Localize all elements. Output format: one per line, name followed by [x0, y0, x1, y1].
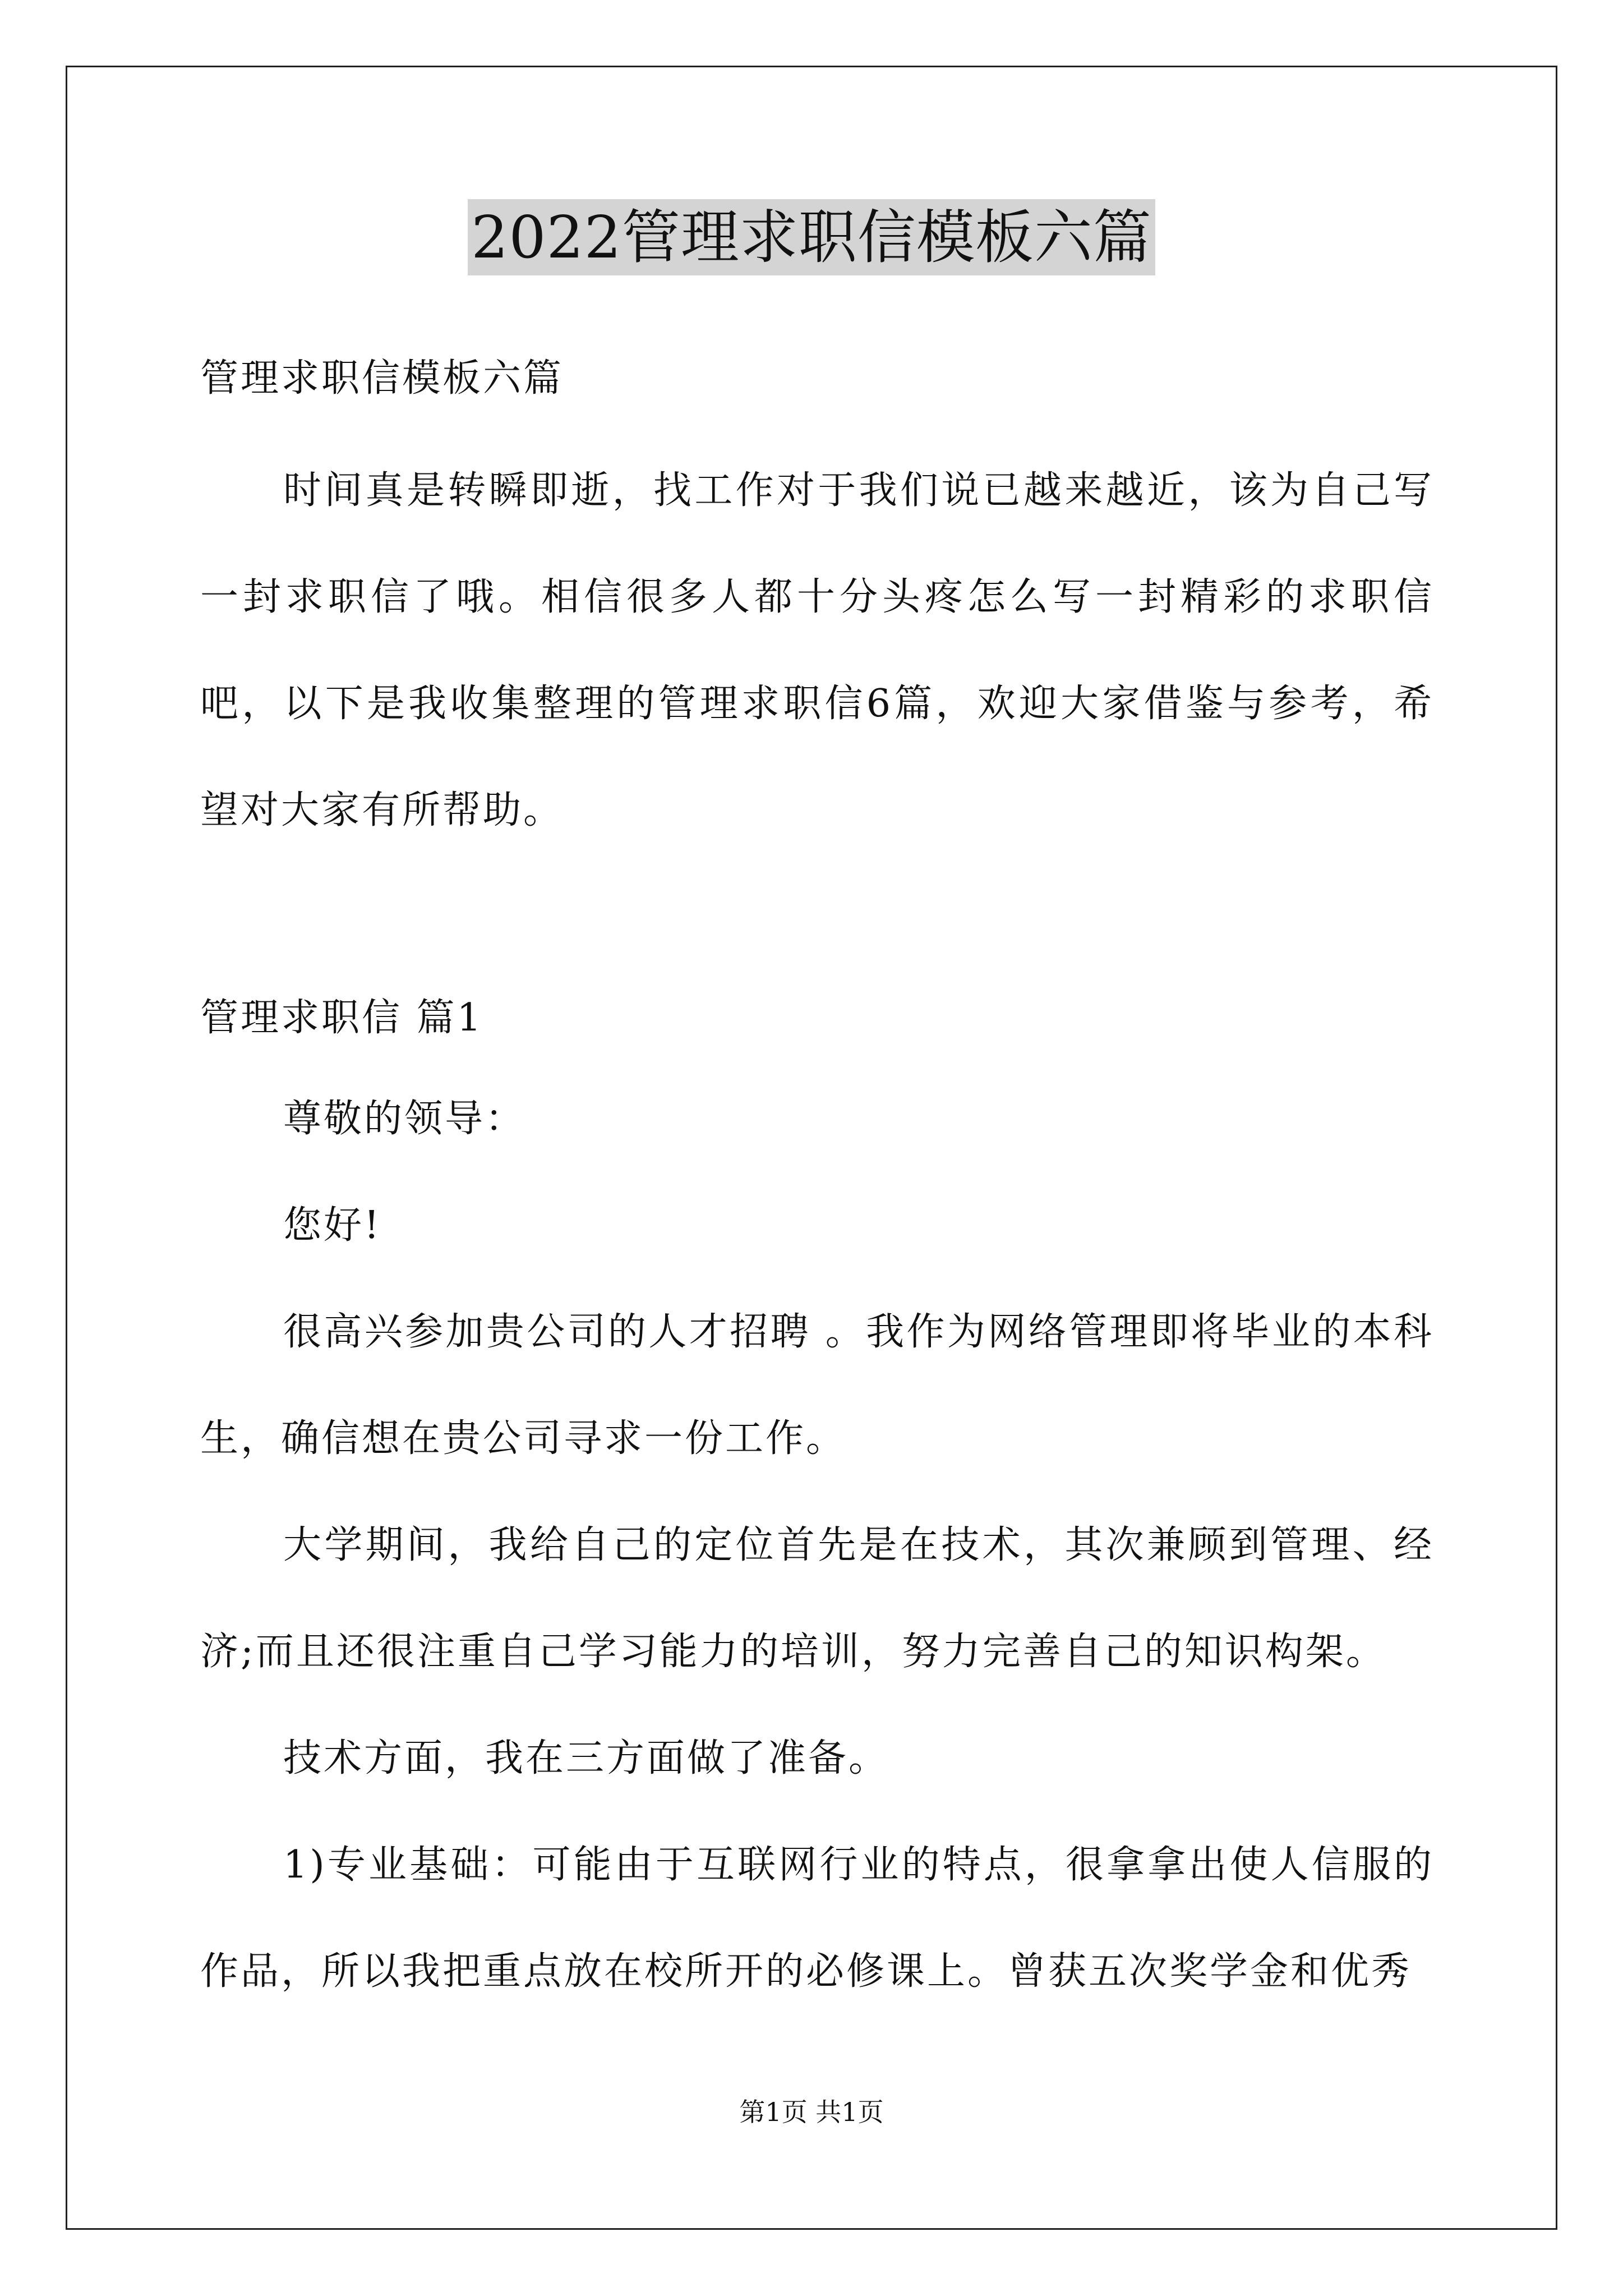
- intro-paragraph: 时间真是转瞬即逝，找工作对于我们说已越来越近，该为自己写一封求职信了哦。相信很多人都十分头疼怎么写一封精彩的求职信吧，以下是我收集整理的管理求职信6篇，欢迎大家借鉴与参考，希望对大家有所帮助。: [200, 468, 1434, 832]
- document-title: 2022管理求职信模板六篇: [468, 199, 1155, 275]
- body-paragraph-1: 很高兴参加贵公司的人才招聘 。我作为网络管理即将毕业的本科生，确信想在贵公司寻求一份工作。: [200, 1310, 1434, 1461]
- page-footer: 第1页 共1页: [739, 2097, 884, 2127]
- salutation: 尊敬的领导：: [283, 1097, 526, 1141]
- body-paragraph-2: 大学期间，我给自己的定位首先是在技术，其次兼顾到管理、经济;而且还很注重自己学习能力的培训，努力完善自己的知识构架。: [200, 1523, 1434, 1674]
- document-subtitle: 管理求职信模板六篇: [200, 356, 564, 401]
- body-paragraph-3: 技术方面，我在三方面做了准备。: [283, 1736, 889, 1780]
- section-heading: 管理求职信 篇1: [200, 996, 483, 1040]
- title-container: [0, 199, 1623, 275]
- greeting: 您好!: [283, 1203, 382, 1248]
- body-paragraph-4: 1)专业基础：可能由于互联网行业的特点，很拿拿出使人信服的作品，所以我把重点放在校所开的必修课上。曾获五次奖学金和优秀: [200, 1843, 1434, 1994]
